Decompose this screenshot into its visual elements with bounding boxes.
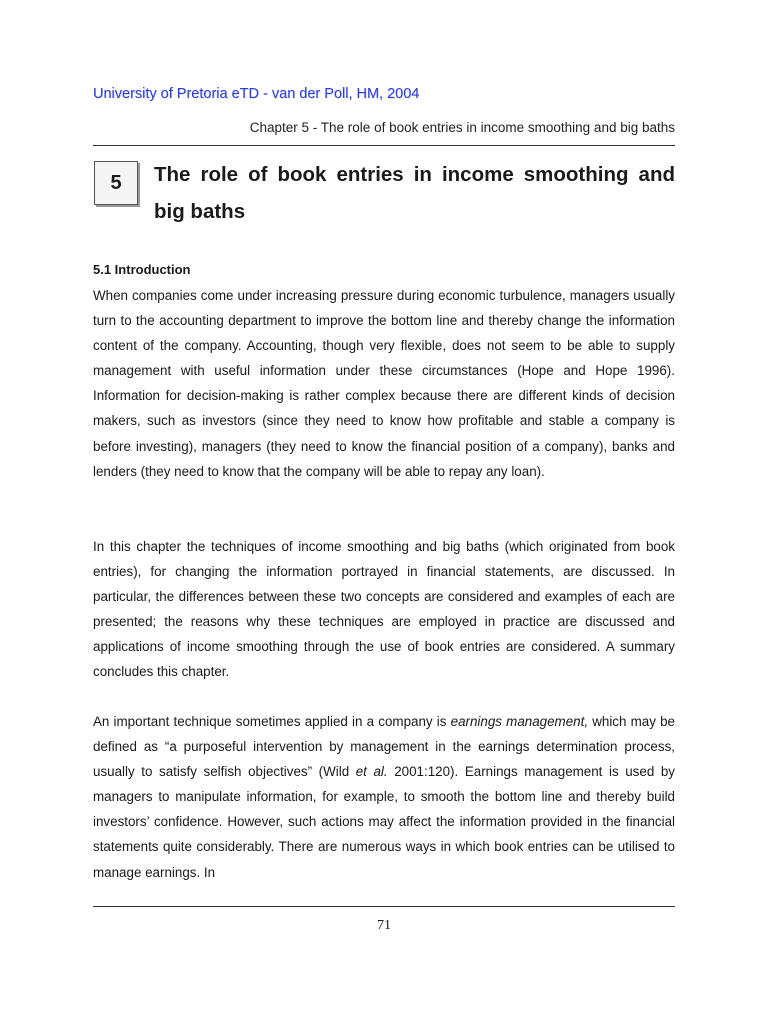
chapter-number-box (94, 161, 138, 205)
section-heading: 5.1 Introduction (93, 262, 191, 277)
paragraph-2: In this chapter the techniques of income smoothing and big baths (which originated from book entries), for changing the information portrayed in financial statements, are discussed. In particular, the differences between these two concepts are considered and examples of each are presented; the reasons why these techniques are employed in practice are discussed and applications of income smoothing through the use of book entries are considered. A summary concludes this chapter. (93, 539, 675, 680)
chapter-number: 5 (110, 171, 122, 194)
page-number: 71 (377, 918, 391, 933)
running-header: Chapter 5 - The role of book entries in income smoothing and big baths (249, 120, 675, 135)
paragraph-1: When companies come under increasing pressure during economic turbulence, managers usually turn to the accounting department to improve the bottom line and thereby change the information content of the company. Accounting, though very flexible, does not seem to be able to supply management with useful information under these circumstances (Hope and Hope 1996). Information for decision-making is rather complex because there are different kinds of decision makers, such as investors (since they need to know how profitable and stable a company is before investing), managers (they need to know the financial position of a company), banks and lenders (they need to know that the company will be able to repay any loan). (93, 288, 675, 479)
paragraph-3-text: which may be defined as “a purposeful intervention by management in the earnings determination process, usually to satisfy selfish objectives” (Wild (93, 714, 675, 780)
watermark-text: University of Pretoria eTD - van der Poll, HM, 2004 (93, 86, 420, 102)
footer-divider (93, 906, 675, 907)
paragraph-3-text: An important technique sometimes applied in a company is (93, 714, 451, 729)
paragraph-3-emphasis: earnings management, (450, 714, 589, 729)
paragraph-3 (93, 709, 675, 885)
paragraph-3-emphasis: et al. (355, 764, 388, 780)
header-divider (93, 145, 675, 146)
chapter-title: The role of book entries in income smoothing and big baths (154, 163, 675, 223)
paragraph-3-text: 2001:120). Earnings management is used by managers to manipulate information, for example, to smooth the bottom line and thereby build investors’ confidence. However, such actions may affect the information provided in the financial statements quite considerably. There are numerous ways in which book entries can be utilised to manage earnings. In (93, 764, 675, 880)
